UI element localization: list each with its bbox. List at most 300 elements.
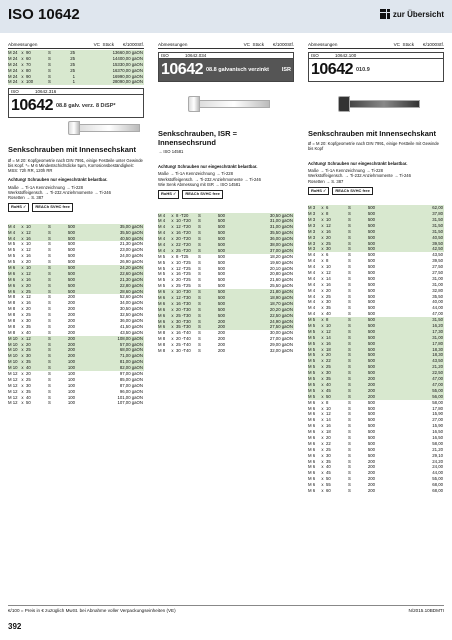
table-cell: 16 xyxy=(26,235,31,241)
screw-image xyxy=(158,82,294,124)
table-cell: M 12 xyxy=(8,388,18,394)
table-cell: 500 xyxy=(367,293,375,299)
table-cell: 17,80 xyxy=(432,340,443,346)
table-cell: 16,50 xyxy=(432,429,443,435)
table-cell: 31,00 xyxy=(432,281,443,287)
table-row xyxy=(308,488,444,494)
table-cell: M 3 xyxy=(308,205,316,211)
column-3-table xyxy=(308,205,444,494)
table-cell: 21,20 xyxy=(432,364,443,370)
reference-links[interactable]: Maße → Ti-1A Kennzeichnung → Ti-228 Werkstoffeigensch. → Ti-232 Anziehmomente → Ti-246 xyxy=(8,184,111,195)
badges xyxy=(158,190,294,199)
warning-note: Achtung! Schrauben nur eingeschränkt belastbar. xyxy=(158,164,258,170)
table-cell: x xyxy=(321,305,324,311)
table-cell: 41,50 gaON xyxy=(119,323,143,329)
table-cell: 20 -T30 xyxy=(176,306,191,312)
table-cell: 19,60 gaON xyxy=(269,259,293,265)
table-cell: x xyxy=(171,324,174,330)
table-cell: x xyxy=(321,458,324,464)
table-cell: x xyxy=(321,482,324,488)
table-cell: 22,50 gaON xyxy=(269,312,293,318)
table-cell: x xyxy=(21,223,24,229)
table-cell: 500 xyxy=(367,429,375,435)
table-cell: 12 xyxy=(26,229,31,235)
table-cell: S xyxy=(48,382,51,388)
table-cell: 30,00 gaON xyxy=(269,330,293,336)
table-cell: S xyxy=(198,330,201,336)
table-cell: 57,00 gaON xyxy=(119,341,143,347)
table-cell: 200 xyxy=(367,476,375,482)
header-vc: VC xyxy=(243,42,250,47)
table-cell: S xyxy=(348,376,351,382)
table-cell: 44,00 xyxy=(432,305,443,311)
table-cell: M 4 xyxy=(158,218,166,224)
table-cell: 6 xyxy=(326,252,329,258)
table-cell: M 3 xyxy=(308,217,316,222)
table-cell: 500 xyxy=(367,258,375,264)
table-cell: 20 -T20 xyxy=(176,236,191,242)
table-cell: 22,50 xyxy=(432,370,443,376)
table-cell: 21,20 xyxy=(432,446,443,452)
table-cell: M 6 xyxy=(158,294,166,300)
table-cell: M 5 xyxy=(158,283,166,289)
table-cell: S xyxy=(48,67,51,73)
table-cell: x xyxy=(21,300,24,306)
table-cell: S xyxy=(198,306,201,312)
table-cell: x xyxy=(321,234,324,240)
table-cell: 14 xyxy=(326,275,331,281)
table-cell: M 24 xyxy=(8,55,18,61)
table-cell: M 6 xyxy=(8,282,16,288)
table-cell: 32,00 gaON xyxy=(269,348,293,353)
table-cell: M 4 xyxy=(308,305,316,311)
table-cell: x xyxy=(321,258,324,264)
table-cell: 35 xyxy=(326,458,331,464)
table-cell: M 8 xyxy=(8,318,16,324)
table-cell: x xyxy=(321,270,324,276)
table-cell: S xyxy=(48,259,51,265)
table-cell: 500 xyxy=(217,247,225,253)
reference-links[interactable]: Maße → Ti-1A Kennzeichnung → Ti-228 Werkstoffeigensch. → Ti-232 Anziehmomente → Ti-246 xyxy=(158,171,261,182)
product-number: 10642 xyxy=(161,61,203,78)
table-cell: 44,00 xyxy=(432,470,443,476)
reference-links[interactable]: Maße → Ti-1A Kennzeichnung → Ti-228 Werkstoffeigensch. → Ti-232 Anziehmomente → Ti-246 xyxy=(308,168,411,179)
table-cell: M 6 xyxy=(8,265,16,270)
table-cell: M 3 xyxy=(308,222,316,228)
table-cell: 200 xyxy=(367,393,375,399)
table-cell: 35 xyxy=(26,359,31,365)
table-cell: M 6 xyxy=(308,452,316,458)
table-cell: x xyxy=(171,342,174,348)
table-cell: 27,50 xyxy=(432,264,443,270)
table-cell: 14400,00 gaON xyxy=(112,55,143,61)
table-cell: x xyxy=(321,299,324,305)
table-cell: 20 -T25 xyxy=(176,277,191,283)
table-cell: S xyxy=(48,323,51,329)
table-cell: x xyxy=(21,365,24,371)
table-cell: 55 xyxy=(326,482,331,488)
table-cell: x xyxy=(321,287,324,293)
table-cell: 500 xyxy=(67,223,75,229)
table-cell: 200 xyxy=(367,470,375,476)
table-cell: 12 -T25 xyxy=(176,265,191,271)
table-cell: 12 xyxy=(26,294,31,300)
table-cell: 35,50 gaON xyxy=(269,230,293,236)
table-cell: 24,00 gaON xyxy=(119,253,143,259)
table-cell: 40 xyxy=(26,329,31,335)
table-cell: 85,00 gaON xyxy=(119,376,143,382)
table-cell: 20 -T40 xyxy=(176,336,191,342)
table-cell: 200 xyxy=(367,381,375,387)
table-cell: 14 xyxy=(326,334,331,340)
table-cell: M 5 xyxy=(308,328,316,334)
table-cell: 500 xyxy=(367,328,375,334)
table-cell: S xyxy=(348,476,351,482)
table-cell: 20,20 gaON xyxy=(269,306,293,312)
table-cell: S xyxy=(348,317,351,323)
table-cell: S xyxy=(48,376,51,382)
table-cell: 17,80 xyxy=(432,405,443,411)
table-cell: 16,20 xyxy=(432,323,443,329)
table-cell: 1 xyxy=(72,79,75,85)
table-cell: 18 xyxy=(326,346,331,352)
table-cell: 25 xyxy=(26,312,31,318)
table-cell: 200 xyxy=(217,318,225,324)
table-cell: 47,00 xyxy=(432,311,443,317)
table-cell: 39,50 xyxy=(432,258,443,264)
table-cell: 200 xyxy=(67,300,75,306)
table-cell: S xyxy=(348,429,351,435)
table-cell: 8 xyxy=(326,317,329,323)
table-cell: S xyxy=(348,405,351,411)
warning-note: Achtung! Schrauben nur eingeschränkt belastbar. xyxy=(308,160,408,166)
table-cell: 500 xyxy=(217,259,225,265)
table-cell: x xyxy=(21,270,24,276)
product-code: 10642.316 xyxy=(35,89,57,95)
table-cell: 500 xyxy=(367,370,375,376)
table-cell: 12 xyxy=(26,335,31,341)
table-cell: 8 xyxy=(326,399,329,405)
table-cell: x xyxy=(321,293,324,299)
table-row xyxy=(8,79,144,85)
table-cell: 24,20 xyxy=(432,458,443,464)
table-cell: 71,00 gaON xyxy=(119,353,143,359)
table-cell: M 4 xyxy=(158,241,166,247)
table-cell: M 4 xyxy=(158,224,166,230)
table-cell: M 3 xyxy=(308,240,316,246)
table-cell: 16 xyxy=(326,423,331,429)
table-cell: S xyxy=(198,348,201,353)
table-cell: 15,90 xyxy=(432,411,443,417)
table-cell: 500 xyxy=(367,452,375,458)
table-cell: S xyxy=(348,464,351,470)
table-cell: M 8 xyxy=(8,323,16,329)
table-cell: 10 -T30 xyxy=(176,289,191,295)
table-cell: 68,00 xyxy=(432,487,443,493)
table-cell: S xyxy=(198,342,201,348)
table-cell: 68,00 gaON xyxy=(119,347,143,353)
table-cell: S xyxy=(48,235,51,241)
table-cell: 96,00 gaON xyxy=(119,388,143,394)
table-cell: 500 xyxy=(217,241,225,247)
table-cell: 200 xyxy=(67,294,75,300)
table-cell: 10 -T25 xyxy=(176,259,191,265)
table-cell: 500 xyxy=(367,281,375,287)
table-cell: x xyxy=(321,340,324,346)
table-cell: 56,00 xyxy=(432,393,443,399)
table-cell: S xyxy=(48,223,51,229)
table-cell: M 4 xyxy=(308,293,316,299)
table-cell: M 8 xyxy=(8,294,16,300)
table-cell: S xyxy=(48,50,51,55)
table-cell: M 5 xyxy=(308,381,316,387)
table-cell: x xyxy=(321,246,324,252)
table-cell: M 5 xyxy=(158,253,166,259)
table-cell: M 4 xyxy=(8,235,16,241)
column-2 xyxy=(158,42,294,354)
table-cell: 30 xyxy=(326,246,331,252)
header-qty: Stück xyxy=(402,42,414,47)
table-cell: 60 xyxy=(26,55,31,61)
table-cell: 27,50 gaON xyxy=(269,324,293,330)
table-cell: 100 xyxy=(67,359,75,365)
table-cell: M 12 xyxy=(8,394,18,400)
product-code-label: ISO xyxy=(11,89,19,95)
table-cell: 22 xyxy=(326,358,331,364)
table-cell: 16 -T25 xyxy=(176,271,191,277)
table-cell: 500 xyxy=(367,211,375,217)
table-cell: 26,90 gaON xyxy=(119,259,143,265)
table-cell: x xyxy=(171,348,174,353)
table-cell: 500 xyxy=(217,277,225,283)
table-cell: 22,80 gaON xyxy=(119,282,143,288)
table-cell: M 6 xyxy=(8,276,16,282)
table-cell: S xyxy=(348,264,351,270)
table-cell: x xyxy=(21,376,24,382)
reach-badge: REACh SVHC free xyxy=(182,190,222,199)
table-cell: 500 xyxy=(367,411,375,417)
table-cell: M 5 xyxy=(8,253,16,259)
table-cell: 87,00 gaON xyxy=(119,382,143,388)
table-cell: 40 xyxy=(326,464,331,470)
table-cell: M 24 xyxy=(8,73,18,79)
table-cell: 10 xyxy=(326,405,331,411)
table-cell: 31,50 xyxy=(432,317,443,323)
table-cell: 500 xyxy=(367,270,375,276)
table-cell: 12 xyxy=(26,270,31,276)
table-cell: 47,00 xyxy=(432,376,443,382)
table-cell: M 8 xyxy=(158,330,166,336)
table-cell: S xyxy=(48,341,51,347)
table-cell: M 6 xyxy=(158,312,166,318)
table-cell: x xyxy=(321,358,324,364)
table-cell: 8 xyxy=(326,211,329,217)
table-cell: x xyxy=(171,330,174,336)
table-cell: 70 xyxy=(26,61,31,67)
isr-note: Wie Senk Abmessung mit ISR → ISO 14581 xyxy=(158,181,241,187)
table-cell: M 4 xyxy=(308,311,316,317)
table-cell: 10 xyxy=(326,323,331,329)
rosettes-link[interactable]: Rosetten → S. 387 xyxy=(308,178,344,184)
table-cell: x xyxy=(321,281,324,287)
table-cell: 23,00 gaON xyxy=(119,247,143,253)
table-cell: M 5 xyxy=(158,259,166,265)
table-cell: x xyxy=(21,400,24,406)
product-box-10642-316 xyxy=(8,88,144,118)
table-cell: M 6 xyxy=(158,318,166,324)
table-cell: S xyxy=(348,340,351,346)
table-cell: 200 xyxy=(67,323,75,329)
table-cell: M 8 xyxy=(158,342,166,348)
table-cell: M 6 xyxy=(8,288,16,294)
rohs-badge: RoHS ✓ xyxy=(308,187,329,196)
table-cell: S xyxy=(198,247,201,253)
table-cell: 500 xyxy=(367,252,375,258)
table-cell: x xyxy=(171,253,174,259)
table-cell: M 5 xyxy=(308,364,316,370)
page-header xyxy=(0,0,452,33)
table-cell: 10 xyxy=(326,217,331,222)
table-cell: 500 xyxy=(217,283,225,289)
table-cell: x xyxy=(171,247,174,253)
table-cell: S xyxy=(198,300,201,306)
grid-icon xyxy=(380,9,390,19)
table-cell: 500 xyxy=(67,241,75,247)
table-cell: x xyxy=(171,236,174,242)
table-cell: 8 -T25 xyxy=(176,253,189,259)
table-cell: M 4 xyxy=(158,230,166,236)
table-cell: 25 xyxy=(26,376,31,382)
table-cell: 60 xyxy=(326,487,331,493)
table-cell: x xyxy=(171,265,174,271)
table-cell: x xyxy=(321,328,324,334)
table-cell: 18,20 gaON xyxy=(269,253,293,259)
table-cell: 200 xyxy=(67,341,75,347)
table-cell: S xyxy=(348,252,351,258)
table-cell: 30 xyxy=(326,452,331,458)
table-cell: M 6 xyxy=(158,289,166,295)
column-1-table xyxy=(8,224,144,407)
table-cell: x xyxy=(21,265,24,270)
table-cell: 15330,00 gaON xyxy=(112,61,143,67)
table-cell: x xyxy=(321,334,324,340)
product-description: → ISO 14581 xyxy=(158,149,184,154)
table-cell: M 24 xyxy=(8,50,18,55)
table-cell: S xyxy=(48,282,51,288)
table-cell: 108,00 gaON xyxy=(117,335,143,341)
table-cell: x xyxy=(21,241,24,247)
table-cell: S xyxy=(48,229,51,235)
table-cell: S xyxy=(198,318,201,324)
table-cell: M 10 xyxy=(8,353,18,359)
table-cell: M 4 xyxy=(158,236,166,242)
product-finish: 010.9 xyxy=(356,67,370,73)
table-cell: S xyxy=(48,79,51,85)
table-cell: 500 xyxy=(367,240,375,246)
table-cell: 500 xyxy=(367,417,375,423)
table-cell: S xyxy=(348,222,351,228)
product-description: Ø = M 20: Kopfgeometrie nach DIN 7991, einige Festteile mit Gewinde bis Kopf xyxy=(308,140,439,151)
table-cell: 25 xyxy=(70,50,75,55)
table-cell: 12 xyxy=(326,328,331,334)
table-cell: 27,00 gaON xyxy=(269,336,293,342)
table-cell: M 6 xyxy=(308,434,316,440)
table-cell: x xyxy=(321,275,324,281)
table-cell: S xyxy=(48,318,51,324)
table-cell: 55,00 xyxy=(432,387,443,393)
table-cell: 25 -T30 xyxy=(176,312,191,318)
table-cell: x xyxy=(21,67,24,73)
table-cell: 100 xyxy=(67,394,75,400)
table-cell: x xyxy=(321,381,324,387)
table-cell: S xyxy=(348,246,351,252)
table-cell: 20 xyxy=(26,371,31,377)
table-cell: 35 xyxy=(326,305,331,311)
table-cell: M 3 xyxy=(308,211,316,217)
table-cell: 30 xyxy=(326,299,331,305)
table-row xyxy=(8,400,144,406)
table-cell: S xyxy=(348,217,351,222)
table-cell: 200 xyxy=(217,324,225,330)
table-cell: 16 xyxy=(26,300,31,306)
table-cell: x xyxy=(321,440,324,446)
table-cell: 32,50 gaON xyxy=(119,312,143,318)
table-cell: 200 xyxy=(367,482,375,488)
table-cell: x xyxy=(21,341,24,347)
table-cell: 13660,00 gaON xyxy=(112,50,143,55)
overview-link[interactable] xyxy=(380,9,444,19)
table-cell: S xyxy=(348,234,351,240)
product-title: Senkschrauben mit Innensechskant xyxy=(308,129,436,138)
table-cell: 500 xyxy=(217,265,225,271)
page-footer xyxy=(8,605,444,613)
table-cell: M 4 xyxy=(308,264,316,270)
table-cell: x xyxy=(21,294,24,300)
table-cell: 50 xyxy=(26,400,31,406)
table-cell: 500 xyxy=(367,346,375,352)
table-cell: x xyxy=(21,235,24,241)
table-cell: 16 xyxy=(326,340,331,346)
table-cell: 10 xyxy=(26,265,31,270)
table-cell: S xyxy=(48,329,51,335)
table-cell: M 4 xyxy=(308,252,316,258)
table-cell: 20 xyxy=(26,306,31,312)
rosettes-link[interactable]: Rosetten → S. 387 xyxy=(8,195,44,201)
table-cell: S xyxy=(48,270,51,276)
table-cell: 24,20 gaON xyxy=(119,265,143,270)
table-cell: x xyxy=(21,73,24,79)
table-cell: 100 xyxy=(67,400,75,406)
table-cell: S xyxy=(198,236,201,242)
table-cell: x xyxy=(21,288,24,294)
table-cell: M 4 xyxy=(308,287,316,293)
header-dim: Abmessungen xyxy=(308,42,338,47)
table-cell: x xyxy=(321,376,324,382)
table-cell: S xyxy=(48,335,51,341)
product-finish: 08.8 galvanisch verzinkt xyxy=(206,67,269,73)
table-cell: 500 xyxy=(217,253,225,259)
product-drive: ISR xyxy=(281,67,291,73)
table-cell: S xyxy=(348,228,351,234)
table-cell: 52,60 gaON xyxy=(119,294,143,300)
table-cell: x xyxy=(321,222,324,228)
table-cell: M 6 xyxy=(158,306,166,312)
table-cell: M 6 xyxy=(308,458,316,464)
table-cell: 12 xyxy=(326,222,331,228)
table-cell: S xyxy=(348,281,351,287)
table-cell: M 8 xyxy=(158,348,166,353)
table-cell: S xyxy=(198,253,201,259)
